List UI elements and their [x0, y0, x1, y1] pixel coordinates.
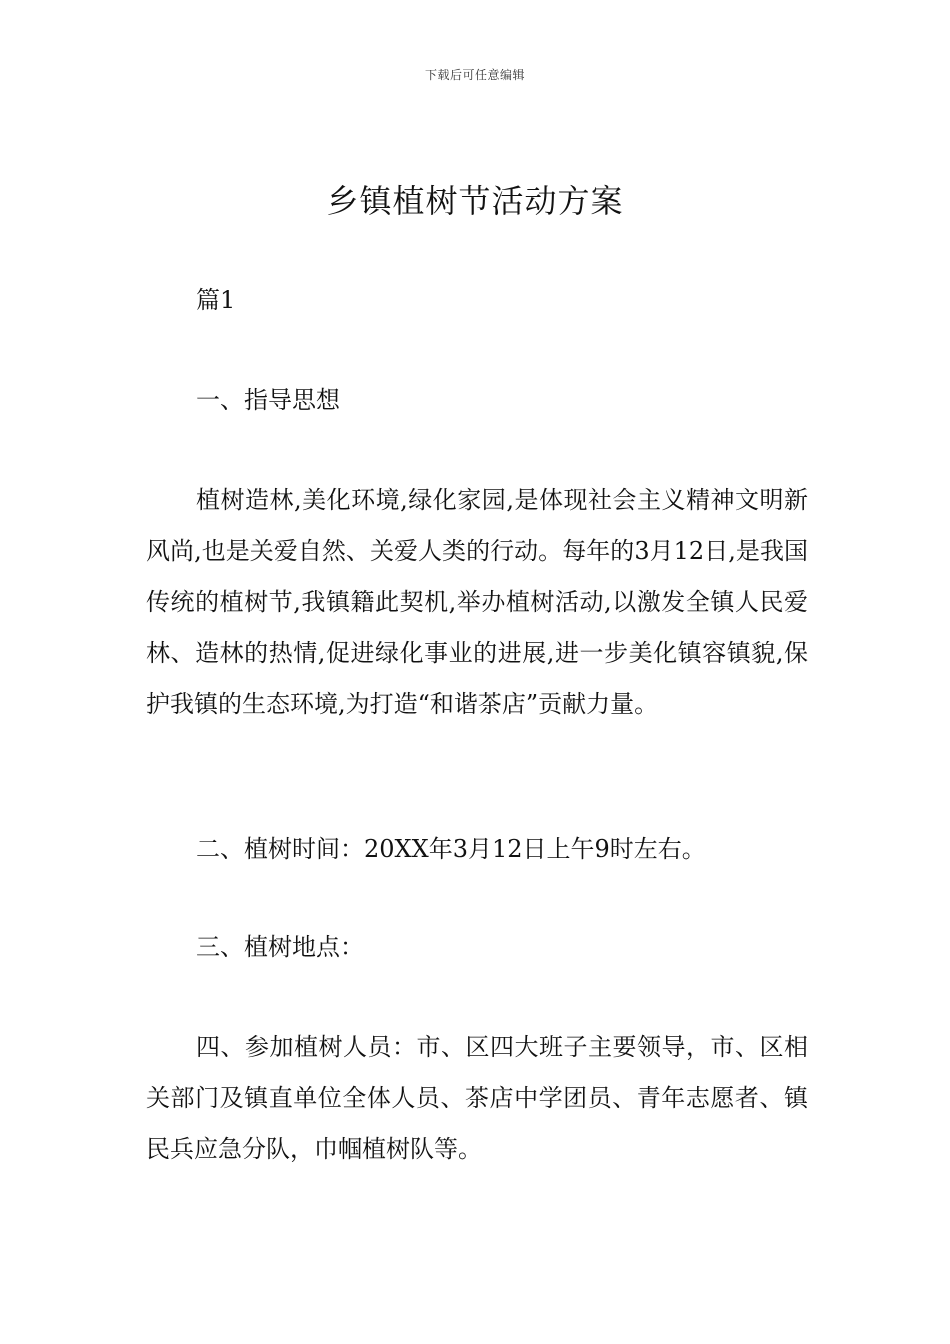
- paragraph-guiding-principle: 植树造林,美化环境,绿化家园,是体现社会主义精神文明新风尚,也是关爱自然、关爱人类的行动。每年的3月12日,是我国传统的植树节,我镇籍此契机,举办植树活动,以激发全镇人民爱林、造林的热情,促进绿化事业的进展,进一步美化镇容镇貌,保护我镇的生态环境,为打造“和谐茶店”贡献力量。: [146, 486, 808, 718]
- paragraph-participants: 四、参加植树人员：市、区四大班子主要领导，市、区相关部门及镇直单位全体人员、茶店中学团员、青年志愿者、镇民兵应急分队，巾帼植树队等。: [146, 1033, 808, 1163]
- paragraph-planting-time: 二、植树时间：20XX年3月12日上午9时左右。: [196, 835, 706, 863]
- header-note: 下载后可任意编辑: [424, 68, 525, 82]
- section-label: 篇1: [196, 286, 236, 314]
- heading-guiding-principle: 一、指导思想: [196, 386, 340, 414]
- paragraph-planting-location: 三、植树地点：: [196, 933, 364, 961]
- document-title: 乡镇植树节活动方案: [326, 182, 624, 220]
